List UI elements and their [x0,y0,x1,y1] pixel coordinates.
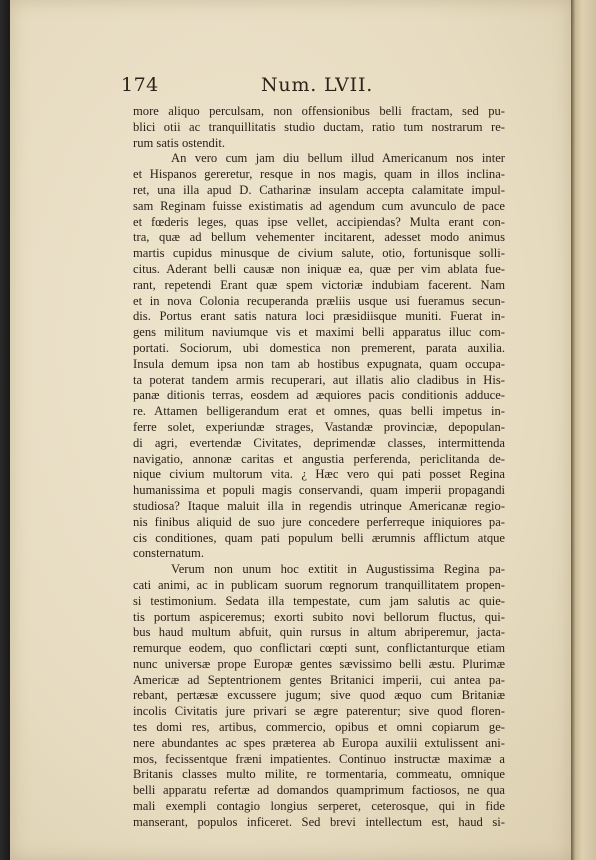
text-line: gens militum naviumque vis et maximi belli apparatus illuc com- [133,325,505,340]
text-line: di agri, evertendæ Civitates, deprimendæ classes, intermittenda [133,435,505,450]
text-line: mos, fecissentque fræni impatientes. Continuo instructæ maximæ a [133,751,505,766]
text-line: re. Attamen belligerandum erat et omnes, quas belli impetus in- [133,404,505,419]
text-line: Britanis classes multo milite, re tormentaria, commeatu, omnique [133,767,505,782]
text-line: consternatum. [133,546,204,561]
text-line: An vero cum jam diu bellum illud Americanum nos inter [171,151,505,166]
text-line: nere abundantes ac spes præterea ab Europa auxilii extulissent ani- [133,735,505,750]
text-line: cati animi, ac in publicam suorum regnorum tranquillitatem propen- [133,577,505,592]
text-line: dis. Portus erant satis natura loci præsidiisque muniti. Fuerat in- [133,309,505,324]
text-line: et fœderis leges, quas ipse vellet, accipiendas? Multa erant con- [133,214,505,229]
text-line: studiosa? Itaque maluit illa in regendis utrinque Americanæ regio- [133,498,505,513]
text-line: navigatio, annonæ caritas et angustia perferenda, periclitanda de- [133,451,505,466]
body-text [133,104,505,831]
text-line: bus haud multum abfuit, quin rursus in altum abriperemur, jacta- [133,625,505,640]
text-line: Verum non unum hoc extitit in Augustissima Regina pa- [171,562,505,577]
text-line: humanissima et populi magis conservandi, quam imperii propagandi [133,483,505,498]
text-line: rum satis ostendit. [133,135,225,150]
text-line: remurque eodem, quo conflictari cœpti sunt, conflictanturque etiam [133,641,505,656]
text-line: martis cupidus minusque de civium salute, otio, fortunisque solli- [133,246,505,261]
page-gutter-edge [571,0,596,860]
text-line: ferre solet, experiundæ strages, Vastandæ provinciæ, depopulan- [133,419,505,434]
text-line: nunc universæ prope Europæ gentes sævissimo belli æstu. Plurimæ [133,656,505,671]
scan-background-left [0,0,10,860]
text-line: portati. Sociorum, ubi domestica non premerent, parata auxilia. [133,340,505,355]
text-line: tra, quæ ad bellum vehementer incitarent, adesset modo animus [133,230,505,245]
paragraph [133,562,505,831]
text-line: et in nova Colonia recuperanda præliis usque usi fueramus secun- [133,293,505,308]
text-line: sam Reginam fuisse existimatis ad agendum cum avunculo de pace [133,198,505,213]
text-line: citus. Aderant belli causæ non iniquæ ea, quæ per vim ablata fue- [133,261,505,276]
text-line: panæ ditionis terras, eosdem ad æquiores pacis conditionis adduce- [133,388,505,403]
text-line: nique civium multorum vita. ¿ Hæc vero qui pati posset Regina [133,467,505,482]
text-line: nis finibus aliquid de suo jure concedere perferreque iniquiores pa- [133,514,505,529]
text-line: tes domi res, artibus, commercio, opibus et omni copiarum ge- [133,720,505,735]
text-line: incolis Civitatis jure privari se ægre paterentur; sive quod floren- [133,704,505,719]
running-title: Num. LVII. [261,74,374,96]
text-line: ta poterat tandem armis recuperari, aut illatis alio cladibus in His- [133,372,505,387]
text-line: ret, una illa apud D. Catharinæ insulam accepta calamitate impul- [133,182,505,197]
page-header [121,74,503,100]
text-line: rant, repetendi Erant quæ spem victoriæ indubiam facerent. Nam [133,277,505,292]
text-line: manserant, populos inficeret. Sed brevi intellectum est, haud si- [133,814,505,829]
text-line: et Hispanos gereretur, resque in nos magis, quam in illos inclina- [133,167,505,182]
text-line: more aliquo perculsam, non offensionibus belli fractam, sed pu- [133,104,505,118]
text-line: belli apparatu refertæ ad domandos quamprimum factiosos, ne qua [133,783,505,798]
paragraph [133,151,505,562]
text-line: Americæ ad Septentrionem gentes Britanici imperii, cui antea pa- [133,672,505,687]
text-line: blici otii ac tranquillitatis studio ductam, ratio tum nostrarum re- [133,119,505,134]
text-line: Insula demum ipsa non tam ab hostibus expugnata, quam occupa- [133,356,505,371]
text-line: tis portum aspiceremus; exorti subito novi bellorum fluctus, qui- [133,609,505,624]
page-number: 174 [121,74,159,96]
text-line: cis conditiones, quam pati populum belli ærumnis afflictum atque [133,530,505,545]
text-line: mali exempli contagio longius serperet, ceterosque, qui in fide [133,799,505,814]
text-line: rebant, pertæsæ excussere jugum; sive quod æquo cum Britaniæ [133,688,505,703]
paragraph [133,104,505,151]
text-line: si testimonium. Sedata illa tempestate, cum jam salutis ac quie- [133,593,505,608]
